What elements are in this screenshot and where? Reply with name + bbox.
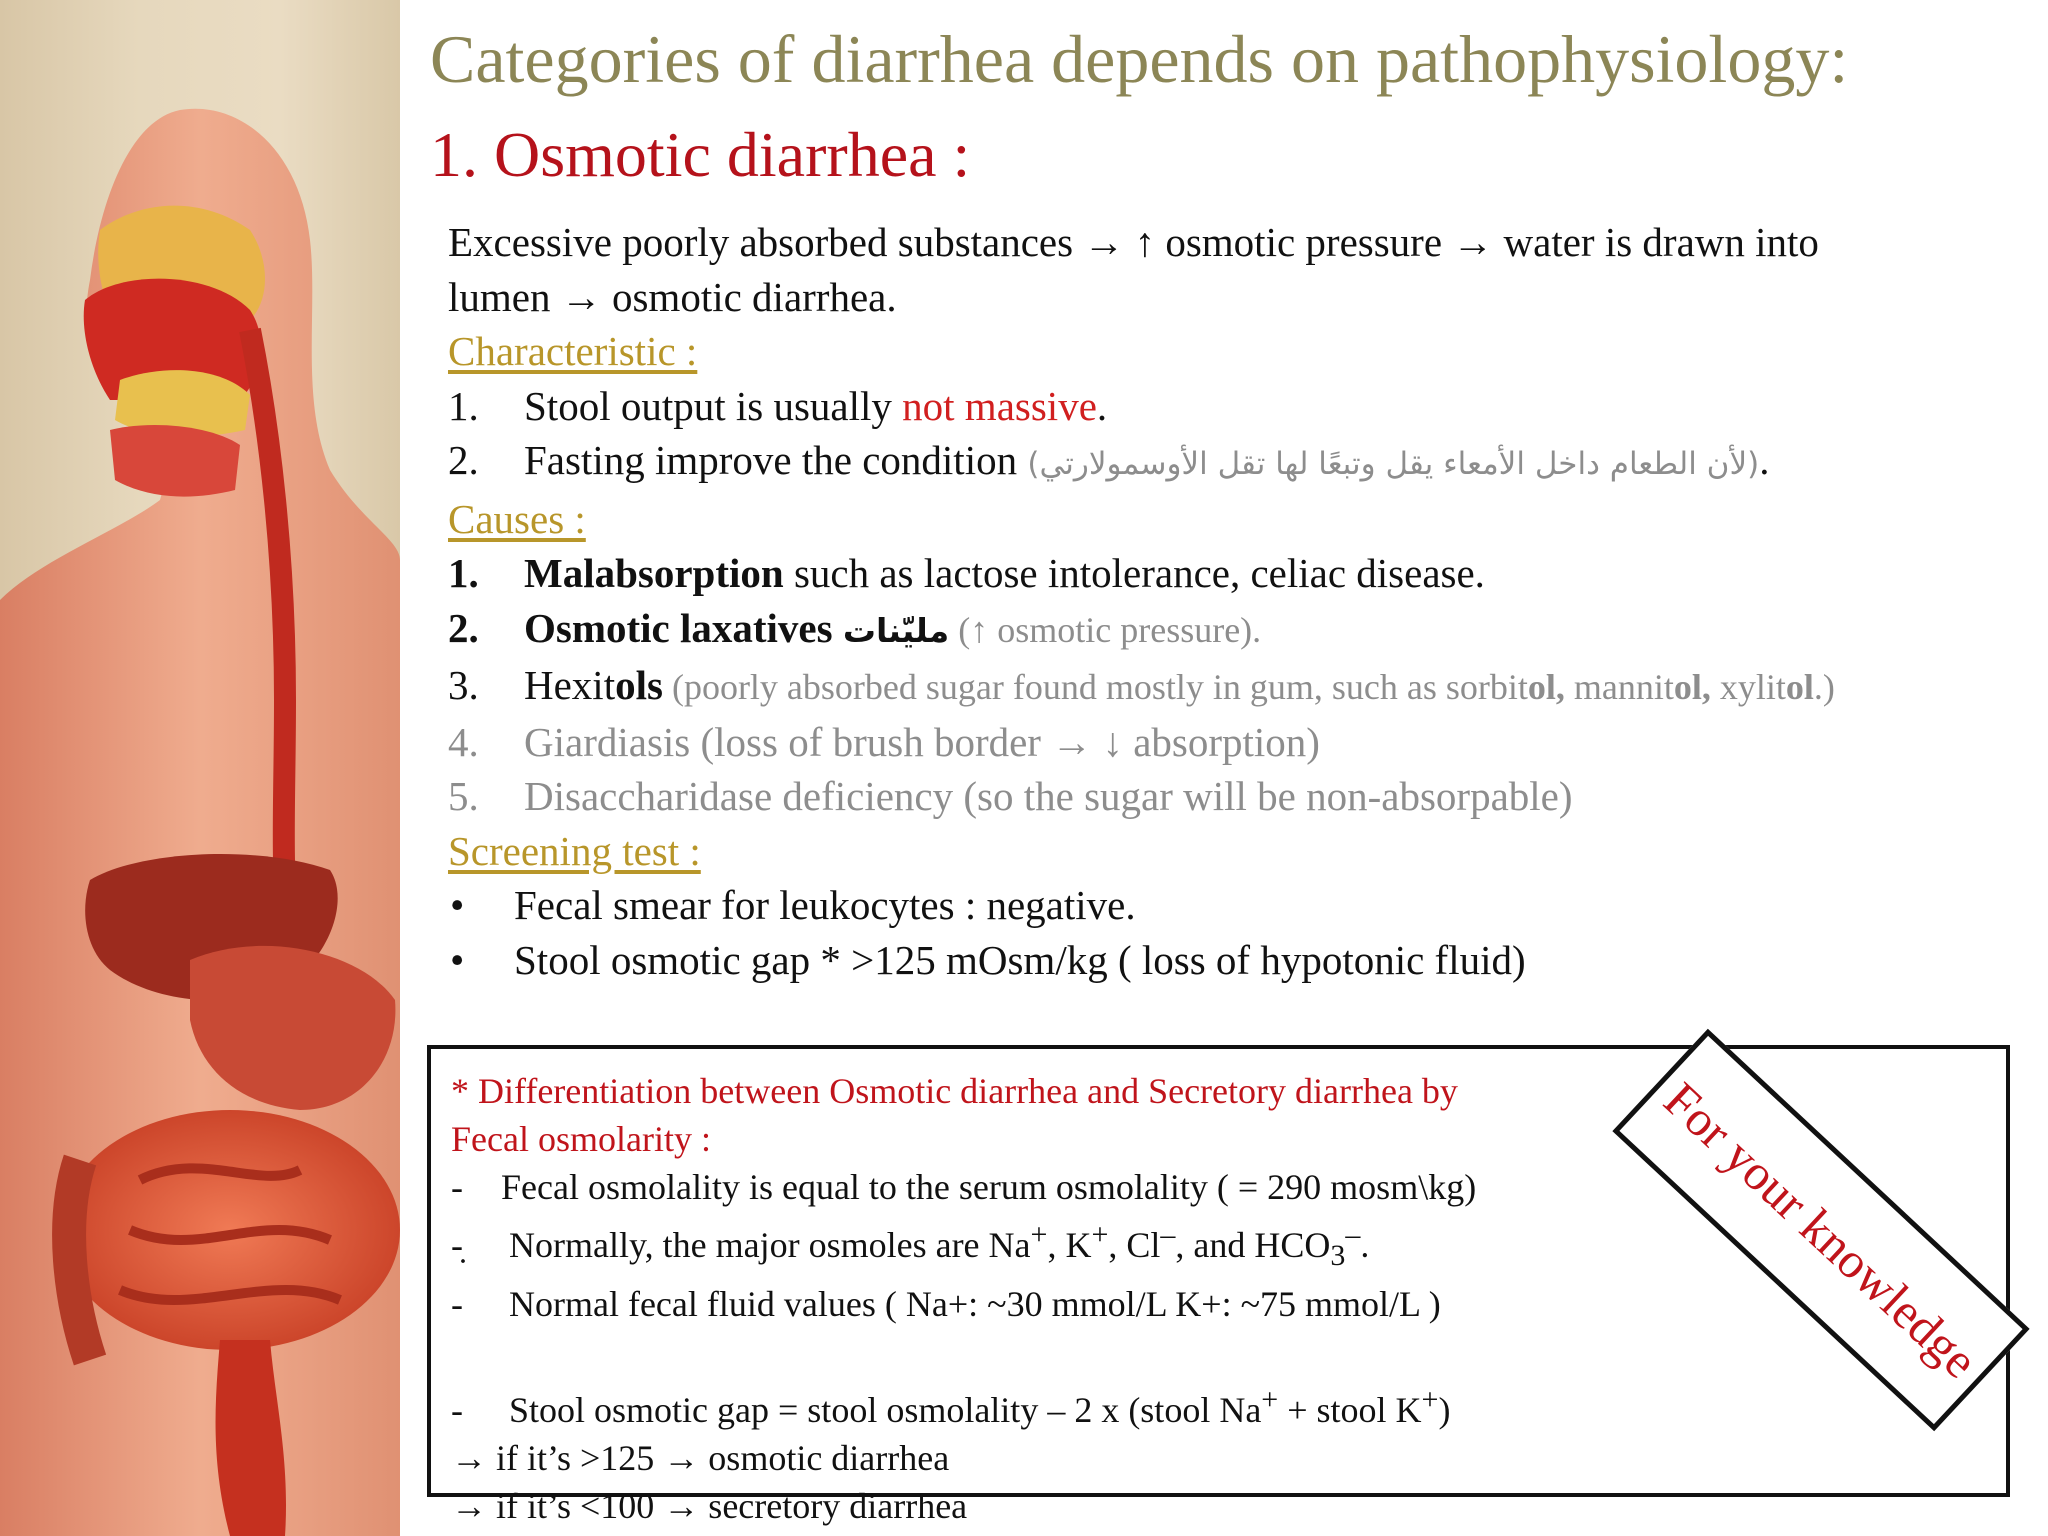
item-number: 3. bbox=[448, 662, 479, 708]
diff-text: , Cl bbox=[1108, 1225, 1161, 1265]
item-highlight: not massive bbox=[902, 382, 1097, 429]
differentiation-content bbox=[451, 1067, 1476, 1530]
dash-marker: - bbox=[451, 1167, 463, 1207]
diff-text: , and HCO bbox=[1175, 1225, 1331, 1265]
diff-item bbox=[451, 1211, 1476, 1280]
cause-text: Giardiasis (loss of brush border → ↓ absorption) bbox=[524, 718, 1320, 765]
cause-note: .) bbox=[1813, 667, 1835, 707]
screening-text: Fecal smear for leukocytes : negative. bbox=[514, 882, 1136, 928]
bullet-point: • bbox=[450, 882, 465, 928]
arrow-rule-osmotic: → if it’s >125 → osmotic diarrhea bbox=[451, 1438, 950, 1479]
intro-line-2: lumen → osmotic diarrhea. bbox=[448, 273, 897, 320]
cause-note: (poorly absorbed sugar found mostly in gum, such as sorbit bbox=[662, 667, 1528, 707]
item-tail: . bbox=[1759, 437, 1770, 483]
digestive-system-image bbox=[0, 0, 400, 1536]
item-number: 2. bbox=[448, 437, 479, 483]
bullet-point: • bbox=[450, 936, 465, 983]
cause-note: (↑ osmotic pressure). bbox=[949, 609, 1262, 650]
screening-heading: Screening test : bbox=[448, 827, 701, 874]
cause-note: mannit bbox=[1564, 667, 1674, 707]
arabic-term: مليّنات bbox=[842, 610, 950, 650]
item-tail: . bbox=[1096, 382, 1108, 429]
suffix-ol: ol, bbox=[1527, 667, 1565, 707]
for-your-knowledge-label: For your knowledge bbox=[1612, 1029, 2029, 1431]
cause-bold: ols bbox=[615, 662, 663, 708]
cause-bold: Osmotic laxatives bbox=[524, 604, 843, 651]
item-number: 5. bbox=[448, 773, 479, 819]
slide-subtitle: 1. Osmotic diarrhea : bbox=[430, 119, 971, 190]
anatomy-illustration bbox=[0, 0, 400, 1536]
superscript: + bbox=[1261, 1383, 1279, 1417]
characteristic-item bbox=[448, 433, 2018, 492]
item-number: 2. bbox=[448, 604, 479, 651]
diff-text: + stool K bbox=[1278, 1390, 1422, 1431]
cause-item bbox=[448, 769, 2018, 824]
screening-item bbox=[448, 878, 2018, 933]
cause-text: Disaccharidase deficiency (so the sugar will be non-absorpable) bbox=[524, 773, 1573, 819]
superscript: + bbox=[1421, 1383, 1439, 1417]
dash-marker: - bbox=[451, 1284, 463, 1325]
cause-bold: Malabsorption bbox=[524, 550, 784, 596]
diff-text: Stool osmotic gap = stool osmolality – 2 x (stool Na bbox=[509, 1390, 1262, 1431]
cause-item bbox=[448, 601, 2018, 659]
superscript: + bbox=[1030, 1218, 1048, 1251]
diff-text: Normally, the major osmoles are Na bbox=[509, 1225, 1031, 1265]
cause-item bbox=[448, 658, 2018, 715]
item-text: Stool output is usually bbox=[524, 382, 903, 429]
arabic-note: (لأن الطعام داخل الأمعاء يقل وتبعًا لها تقل الأوسمولارتي) bbox=[1027, 446, 1760, 482]
suffix-ol: ol, bbox=[1673, 667, 1711, 707]
diff-text: Normal fecal fluid values ( Na+: ~30 mmol/L K+: ~75 mmol/L ) bbox=[509, 1284, 1441, 1325]
spacer bbox=[451, 1328, 1476, 1376]
causes-heading: Causes : bbox=[448, 495, 586, 542]
cause-text: such as lactose intolerance, celiac disease. bbox=[783, 550, 1485, 596]
cause-text: Hexit bbox=[524, 662, 616, 708]
item-number: 1. bbox=[448, 550, 479, 596]
screening-item bbox=[448, 933, 2018, 988]
subscript: 3 bbox=[1330, 1239, 1346, 1273]
diff-text: Fecal osmolality is equal to the serum osmolality ( = 290 mosm\kg) bbox=[501, 1167, 1477, 1207]
item-number: 4. bbox=[448, 718, 479, 765]
cause-item bbox=[448, 546, 2018, 601]
diff-item bbox=[451, 1163, 1476, 1211]
arrow-rule-secretory: → if it’s <100 → secretory diarrhea bbox=[451, 1486, 968, 1527]
superscript: + bbox=[1091, 1218, 1109, 1251]
superscript: – bbox=[1160, 1218, 1176, 1251]
cause-note: xylit bbox=[1710, 667, 1786, 707]
superscript: – bbox=[1345, 1218, 1361, 1251]
diff-text: . bbox=[1360, 1225, 1370, 1265]
intro-line-1: Excessive poorly absorbed substances → ↑ osmotic pressure → water is drawn into bbox=[448, 219, 1819, 265]
characteristic-heading: Characteristic : bbox=[448, 328, 698, 374]
characteristic-item bbox=[448, 379, 2018, 434]
diff-heading-line-1: * Differentiation between Osmotic diarrhea and Secretory diarrhea by bbox=[451, 1071, 1458, 1111]
diff-item bbox=[451, 1376, 1476, 1434]
item-number: 1. bbox=[448, 382, 479, 429]
screening-text: Stool osmotic gap * >125 mOsm/kg ( loss of hypotonic fluid) bbox=[514, 936, 1526, 983]
body-text bbox=[448, 215, 2018, 987]
suffix-ol: ol bbox=[1785, 667, 1814, 707]
diff-text: , K bbox=[1047, 1225, 1092, 1265]
dash-marker: -̣ bbox=[451, 1225, 463, 1265]
diff-item bbox=[451, 1280, 1476, 1328]
dash-marker: - bbox=[451, 1390, 463, 1431]
item-text: Fasting improve the condition bbox=[524, 437, 1028, 483]
diff-text: ) bbox=[1438, 1390, 1451, 1431]
cause-item bbox=[448, 715, 2018, 770]
diff-heading-line-2: Fecal osmolarity : bbox=[451, 1119, 711, 1159]
slide-title: Categories of diarrhea depends on pathophysiology: bbox=[430, 21, 1849, 97]
